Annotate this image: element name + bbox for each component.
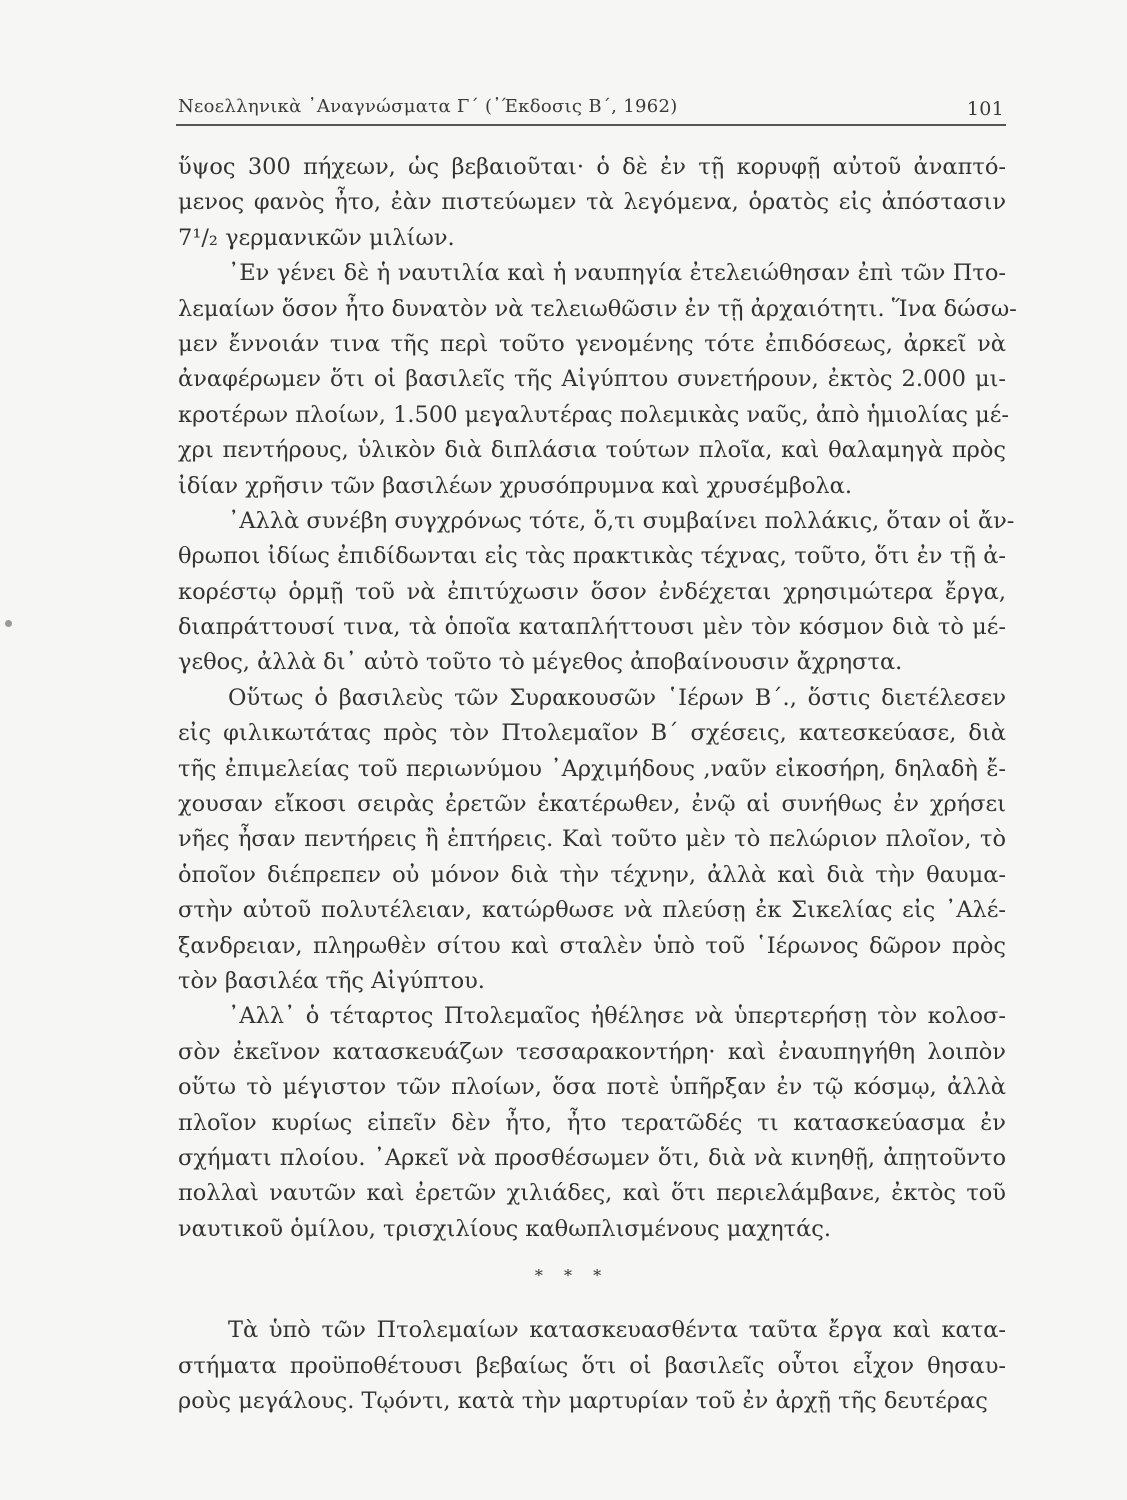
text-line: κροτέρων πλοίων, 1.500 μεγαλυτέρας πολεμικὰς ναῦς, ἀπὸ ἡμιολίας μέ- bbox=[178, 401, 1010, 428]
text-line: 7¹/₂ γερμανικῶν μιλίων. bbox=[178, 224, 455, 251]
margin-mark bbox=[5, 620, 12, 627]
text-line: τὸν βασιλέα τῆς Αἰγύπτου. bbox=[178, 967, 485, 994]
text-line: ἀναφέρωμεν ὅτι οἱ βασιλεῖς τῆς Αἰγύπτου συνετήρουν, ἐκτὸς 2.000 μι- bbox=[178, 366, 1006, 393]
text-line: ὕψος 300 πήχεων, ὡς βεβαιοῦται· ὁ δὲ ἐν τῇ κορυφῇ αὐτοῦ ἀναπτό- bbox=[178, 154, 1006, 180]
paragraph bbox=[178, 999, 1006, 1247]
text-line: σχήματι πλοίου. ᾿Αρκεῖ νὰ προσθέσωμεν ὅτι, διὰ νὰ κινηθῇ, ἀπῃτοῦντο bbox=[178, 1144, 1006, 1171]
text-line: Τὰ ὑπὸ τῶν Πτολεμαίων κατασκευασθέντα ταῦτα ἔργα καὶ κατα- bbox=[228, 1317, 1006, 1344]
text-line: πλοῖον κυρίως εἰπεῖν δὲν ἦτο, ἦτο τερατῶδές τι κατασκεύασμα ἐν bbox=[178, 1109, 1006, 1136]
text-line: λεμαίων ὅσον ἦτο δυνατὸν νὰ τελειωθῶσιν ἐν τῇ ἀρχαιότητι. Ἵνα δώσω- bbox=[178, 295, 1017, 322]
paragraph bbox=[178, 681, 1006, 1000]
text-line: σὸν ἐκεῖνον κατασκευάζων τεσσαρακοντήρη· καὶ ἐναυπηγήθη λοιπὸν bbox=[178, 1038, 1006, 1065]
text-line: μενος φανὸς ἦτο, ἐὰν πιστεύωμεν τὰ λεγόμενα, ὁρατὸς εἰς ἀπόστασιν bbox=[178, 189, 1006, 216]
text-line: ᾿Αλλ᾿ ὁ τέταρτος Πτολεμαῖος ἠθέλησε νὰ ὑπερτερήσῃ τὸν κολοσ- bbox=[228, 1003, 1006, 1030]
paragraph bbox=[178, 504, 1015, 681]
text-line: διαπράττουσί τινα, τὰ ὁποῖα καταπλήττουσι μὲν τὸν κόσμον διὰ τὸ μέ- bbox=[178, 614, 1006, 641]
text-line: κορέστῳ ὁρμῇ τοῦ νὰ ἐπιτύχωσιν ὅσον ἐνδέχεται χρησιμώτερα ἔργα, bbox=[178, 578, 1006, 605]
text-line: γεθος, ἀλλὰ δι᾿ αὐτὸ τοῦτο τὸ μέγεθος ἀποβαίνουσιν ἄχρηστα. bbox=[178, 649, 903, 676]
text-line: εἰς φιλικωτάτας πρὸς τὸν Πτολεμαῖον Β΄ σχέσεις, κατεσκεύασε, διὰ bbox=[178, 720, 1006, 747]
paragraph bbox=[178, 150, 1006, 256]
text-line: τῆς ἐπιμελείας τοῦ περιωνύμου ᾿Αρχιμήδους ,ναῦν εἰκοσήρη, δηλαδὴ ἔ- bbox=[178, 755, 1006, 782]
text-line: ἰδίαν χρῆσιν τῶν βασιλέων χρυσόπρυμνα καὶ χρυσέμβολα. bbox=[178, 472, 853, 499]
text-line: Οὕτως ὁ βασιλεὺς τῶν Συρακουσῶν ῾Ιέρων Β΄., ὅστις διετέλεσεν bbox=[228, 684, 1006, 711]
page-number: 101 bbox=[966, 98, 1004, 120]
text-line: νῆες ἦσαν πεντήρεις ἢ ἑπτήρεις. Καὶ τοῦτο μὲν τὸ πελώριον πλοῖον, τὸ bbox=[178, 826, 1006, 853]
text-line: ᾿Αλλὰ συνέβη συγχρόνως τότε, ὅ,τι συμβαίνει πολλάκις, ὅταν οἱ ἄν- bbox=[228, 507, 1015, 534]
text-line: ναυτικοῦ ὁμίλου, τρισχιλίους καθωπλισμένους μαχητάς. bbox=[178, 1215, 832, 1242]
running-title: Νεοελληνικὰ ᾿Αναγνώσματα Γ΄ (᾿Έκδοσις Β΄, 1962) bbox=[178, 96, 678, 117]
section-separator: * * * bbox=[534, 1266, 610, 1286]
text-line: στήματα προϋποθέτουσι βεβαίως ὅτι οἱ βασιλεῖς οὗτοι εἶχον θησαυ- bbox=[178, 1352, 1006, 1379]
text-line: χρι πεντήρους, ὑλικὸν διὰ διπλάσια τούτων πλοῖα, καὶ θαλαμηγὰ πρὸς bbox=[178, 437, 1006, 464]
text-line: θρωποι ἰδίως ἐπιδίδωνται εἰς τὰς πρακτικὰς τέχνας, τοῦτο, ὅτι ἐν τῇ ἀ- bbox=[178, 543, 1006, 570]
paragraph bbox=[178, 256, 1017, 504]
header-rule bbox=[176, 124, 1006, 126]
text-line: ξανδρειαν, πληρωθὲν σίτου καὶ σταλὲν ὑπὸ τοῦ ῾Ιέρωνος δῶρον πρὸς bbox=[178, 932, 1006, 959]
text-line: στὴν αὐτοῦ πολυτέλειαν, κατώρθωσε νὰ πλεύσῃ ἐκ Σικελίας εἰς ᾿Αλέ- bbox=[178, 897, 1006, 924]
page-header bbox=[178, 92, 1004, 122]
body-text bbox=[178, 150, 1017, 1419]
text-line: ᾿Εν γένει δὲ ἡ ναυτιλία καὶ ἡ ναυπηγία ἐτελειώθησαν ἐπὶ τῶν Πτο- bbox=[228, 260, 1006, 287]
paragraph bbox=[178, 1313, 1006, 1419]
text-line: ὁποῖον διέπρεπεν οὐ μόνον διὰ τὴν τέχνην, ἀλλὰ καὶ διὰ τὴν θαυμα- bbox=[178, 861, 1006, 888]
text-line: ροὺς μεγάλους. Τῳόντι, κατὰ τὴν μαρτυρίαν τοῦ ἐν ἀρχῇ τῆς δευτέρας bbox=[178, 1387, 988, 1414]
text-line: χουσαν εἴκοσι σειρὰς ἐρετῶν ἑκατέρωθεν, ἐνῷ αἱ συνήθως ἐν χρήσει bbox=[178, 791, 1006, 818]
text-line: πολλαὶ ναυτῶν καὶ ἐρετῶν χιλιάδες, καὶ ὅτι περιελάμβανε, ἐκτὸς τοῦ bbox=[178, 1180, 1006, 1207]
text-line: μεν ἔννοιάν τινα τῆς περὶ τοῦτο γενομένης τότε ἐπιδόσεως, ἀρκεῖ νὰ bbox=[178, 330, 1006, 357]
text-line: οὕτω τὸ μέγιστον τῶν πλοίων, ὅσα ποτὲ ὑπῆρξαν ἐν τῷ κόσμῳ, ἀλλὰ bbox=[178, 1074, 1006, 1101]
